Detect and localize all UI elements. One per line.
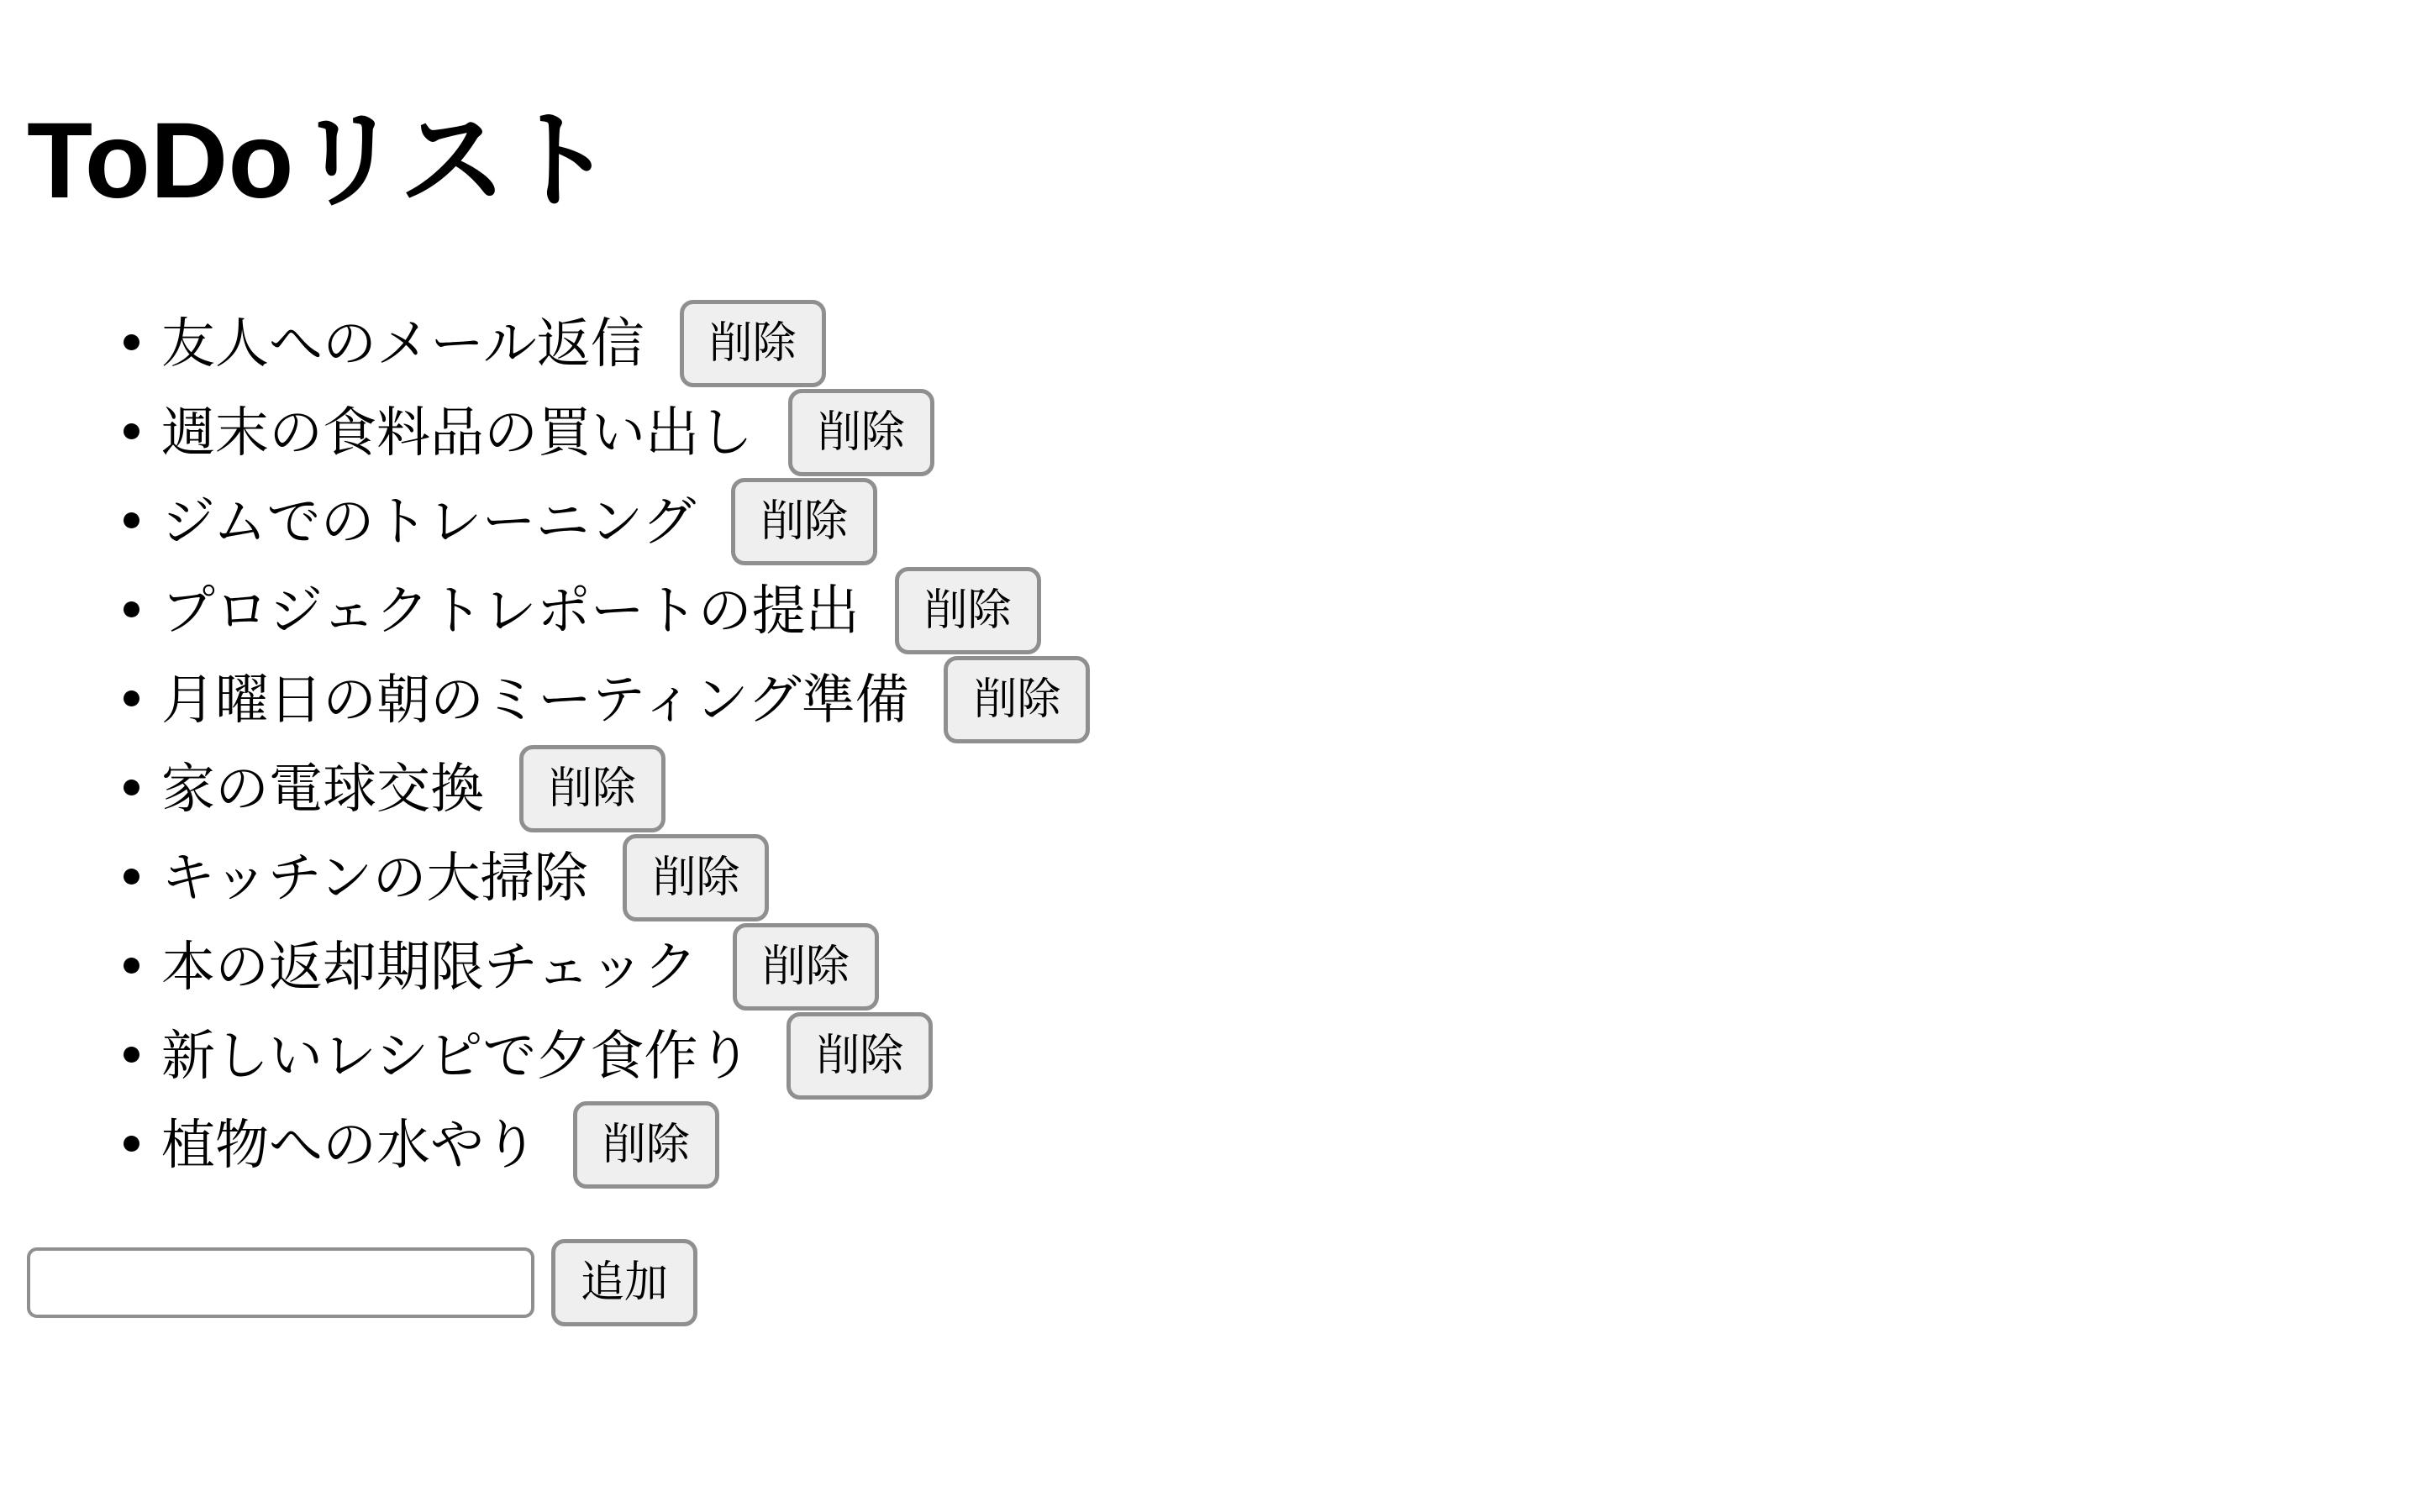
delete-todo-button[interactable]: 削除 — [519, 745, 666, 832]
todo-item — [161, 829, 2393, 918]
delete-todo-button[interactable]: 削除 — [788, 389, 934, 476]
todo-item — [161, 562, 2393, 651]
delete-todo-button[interactable]: 削除 — [895, 567, 1041, 654]
todo-item — [161, 1007, 2393, 1096]
delete-todo-button[interactable]: 削除 — [680, 300, 826, 387]
delete-todo-button[interactable]: 削除 — [786, 1012, 933, 1100]
todo-item — [161, 1096, 2393, 1185]
todo-list — [27, 295, 2393, 1185]
delete-todo-button[interactable]: 削除 — [573, 1101, 719, 1189]
todo-item-text: キッチンの大掃除 — [161, 848, 588, 909]
delete-todo-button[interactable]: 削除 — [944, 656, 1090, 743]
todo-item — [161, 295, 2393, 384]
todo-item-text: プロジェクトレポートの提出 — [161, 580, 860, 642]
add-todo-button[interactable]: 追加 — [551, 1239, 697, 1326]
delete-todo-button[interactable]: 削除 — [623, 834, 769, 921]
todo-item — [161, 740, 2393, 829]
todo-item-text: 本の返却期限チェック — [161, 937, 698, 998]
todo-item-text: 植物への水やり — [161, 1115, 538, 1176]
page-title: ToDoリスト — [27, 101, 614, 221]
new-todo-input[interactable] — [27, 1247, 534, 1318]
todo-item-text: ジムでのトレーニング — [161, 491, 697, 553]
todo-item — [161, 918, 2393, 1007]
delete-todo-button[interactable]: 削除 — [733, 923, 879, 1011]
delete-todo-button[interactable]: 削除 — [731, 478, 877, 565]
todo-item — [161, 384, 2393, 473]
todo-item-text: 月曜日の朝のミーティング準備 — [161, 669, 909, 731]
todo-item-text: 週末の食料品の買い出し — [161, 402, 753, 464]
todo-item-text: 家の電球交換 — [161, 759, 484, 820]
todo-item-text: 新しいレシピで夕食作り — [161, 1026, 752, 1087]
todo-item — [161, 651, 2393, 740]
todo-item — [161, 473, 2393, 562]
add-todo-row — [27, 1239, 2393, 1326]
todo-item-text: 友人へのメール返信 — [161, 313, 644, 375]
